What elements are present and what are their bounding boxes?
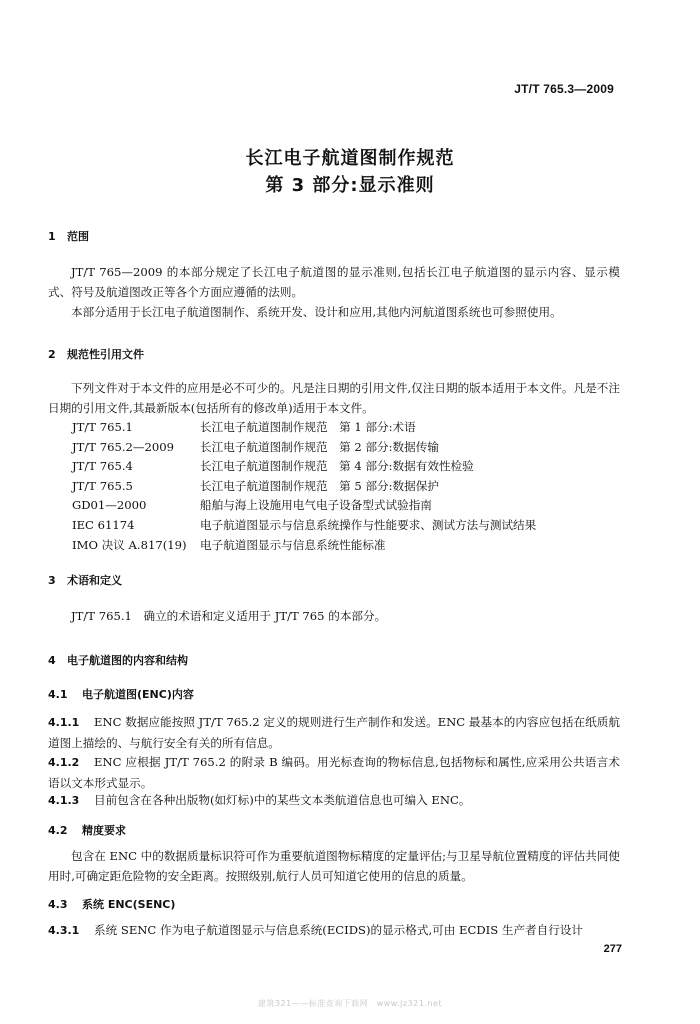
reference-item <box>72 477 536 497</box>
normative-references-list <box>72 418 536 555</box>
reference-item <box>72 438 536 458</box>
section-title: 精度要求 <box>82 824 126 837</box>
section-3-heading <box>48 572 122 588</box>
reference-title: 长江电子航道图制作规范 第 1 部分:术语 <box>200 420 416 434</box>
section-title: 术语和定义 <box>67 574 122 587</box>
reference-title: 长江电子航道图制作规范 第 4 部分:数据有效性检验 <box>200 459 474 474</box>
section-title: 系统 ENC(SENC) <box>82 898 176 911</box>
clause-number: 4.1.3 <box>48 794 80 807</box>
reference-item <box>72 496 536 516</box>
reference-title: 长江电子航道图制作规范 第 2 部分:数据传输 <box>200 439 439 454</box>
paragraph-text: 包含在 ENC 中的数据质量标识符可作为重要航道图物标精度的定量评估;与卫星导航位置精度的评估共同使用时,可确定距危险物的安全距离。按照级别,航行人员可知道它使用的信息的质量。 <box>48 849 620 883</box>
clause-4-1-1 <box>48 712 620 753</box>
section-title: 电子航道图的内容和结构 <box>67 654 188 667</box>
section-4-heading <box>48 652 188 668</box>
reference-code: IMO 决议 A.817(19) <box>72 537 187 552</box>
section-number: 4.1 <box>48 688 68 701</box>
clause-4-3-1 <box>48 920 620 941</box>
clause-number: 4.1.2 <box>48 756 80 769</box>
section-4-2-paragraph <box>48 846 620 886</box>
paragraph-text: 下列文件对于本文件的应用是必不可少的。凡是注日期的引用文件,仅注日期的版本适用于本文件。凡是不注日期的引用文件,其最新版本(包括所有的修改单)适用于本文件。 <box>48 381 620 415</box>
reference-title: 电子航道图显示与信息系统性能标准 <box>200 537 386 552</box>
section-title: 范围 <box>67 230 89 243</box>
section-number: 4 <box>48 654 56 667</box>
paragraph-text: JT/T 765—2009 的本部分规定了长江电子航道图的显示准则,包括长江电子航道图的显示内容、显示模式、符号及航道图改正等各个方面应遵循的法则。 <box>48 265 620 299</box>
section-title: 电子航道图(ENC)内容 <box>82 688 194 701</box>
clause-text: ENC 应根据 JT/T 765.2 的附录 B 编码。用光标查询的物标信息,包括物标和属性,应采用公共语言术语以文本形式显示。 <box>48 755 620 790</box>
reference-item <box>72 457 536 477</box>
clause-number: 4.1.1 <box>48 716 80 729</box>
section-number: 4.3 <box>48 898 68 911</box>
section-number: 3 <box>48 574 56 587</box>
section-title: 规范性引用文件 <box>67 348 144 361</box>
reference-item <box>72 516 536 536</box>
watermark: 建筑321——标准查询下载网 www.jz321.net <box>257 999 443 1008</box>
clause-number: 4.3.1 <box>48 924 80 937</box>
clause-4-1-3 <box>48 790 620 811</box>
paragraph-text: JT/T 765.1 确立的术语和定义适用于 JT/T 765 的本部分。 <box>71 609 387 623</box>
document-title: 长江电子航道图制作规范 <box>245 148 455 169</box>
section-number: 1 <box>48 230 56 243</box>
reference-code: JT/T 765.2—2009 <box>72 439 174 454</box>
section-4-3-heading <box>48 896 175 912</box>
reference-title: 船舶与海上设施用电气电子设备型式试验指南 <box>200 498 432 513</box>
reference-code: JT/T 765.1 <box>72 420 133 434</box>
reference-code: JT/T 765.5 <box>72 478 133 493</box>
page-number: 277 <box>603 943 622 955</box>
section-1-heading <box>48 228 89 244</box>
section-2-heading <box>48 346 144 362</box>
section-1-paragraph-1 <box>48 262 620 302</box>
paragraph-text: 本部分适用于长江电子航道图制作、系统开发、设计和应用,其他内河航道图系统也可参照使用。 <box>71 305 562 319</box>
section-number: 4.2 <box>48 824 68 837</box>
clause-text: 目前包含在各种出版物(如灯标)中的某些文本类航道信息也可编入 ENC。 <box>94 793 471 807</box>
section-1-paragraph-2 <box>48 302 620 322</box>
section-2-paragraph-1 <box>48 378 620 418</box>
reference-code: JT/T 765.4 <box>72 459 133 474</box>
standard-code: JT/T 765.3—2009 <box>514 82 614 96</box>
reference-item <box>72 418 536 438</box>
reference-code: GD01—2000 <box>72 498 147 513</box>
reference-title: 电子航道图显示与信息系统操作与性能要求、测试方法与测试结果 <box>200 517 537 532</box>
reference-code: IEC 61174 <box>72 517 135 532</box>
clause-text: ENC 数据应能按照 JT/T 765.2 定义的规则进行生产制作和发送。ENC 最基本的内容应包括在纸质航道图上描绘的、与航行安全有关的所有信息。 <box>48 715 620 750</box>
reference-item <box>72 536 536 556</box>
reference-title: 长江电子航道图制作规范 第 5 部分:数据保护 <box>200 478 439 493</box>
clause-text: 系统 SENC 作为电子航道图显示与信息系统(ECIDS)的显示格式,可由 ECDIS 生产者自行设计 <box>94 923 584 937</box>
document-subtitle: 第 3 部分:显示准则 <box>265 175 435 196</box>
clause-4-1-2 <box>48 752 620 793</box>
section-4-2-heading <box>48 822 126 838</box>
section-4-1-heading <box>48 686 194 702</box>
section-number: 2 <box>48 348 56 361</box>
section-3-paragraph-1 <box>48 606 620 626</box>
